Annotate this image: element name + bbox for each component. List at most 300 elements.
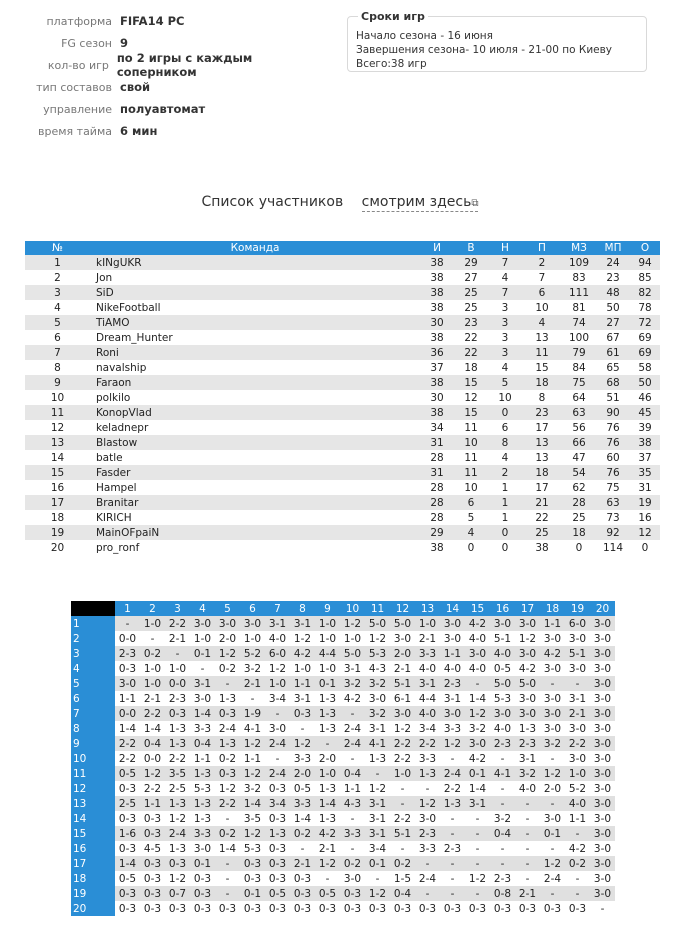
match-result-cell: - [450, 872, 455, 885]
match-result-cell: 1-1 [290, 676, 315, 691]
standings-body [25, 255, 660, 555]
info-value: FIFA14 PC [120, 14, 185, 28]
match-result-cell: 0-3 [268, 872, 287, 885]
cell-points: 46 [638, 391, 652, 404]
match-result-cell: 3-5 [243, 812, 262, 825]
match-result-cell: 4-0 [518, 782, 537, 795]
cell-rank: 7 [25, 345, 90, 360]
match-result-cell: 3-0 [465, 646, 490, 661]
match-result-cell: 0-0 [165, 676, 190, 691]
match-result-cell: 0-5 [115, 766, 140, 781]
cell-goals-against: 92 [596, 525, 630, 540]
match-result-cell: 0-2 [218, 662, 237, 675]
match-result-cell: 5-0 [365, 616, 390, 631]
match-result-cell: 1-3 [168, 722, 187, 735]
matrix-row-header: 12 [71, 781, 115, 796]
cell-played: 30 [430, 391, 444, 404]
match-result-cell: 3-0 [543, 692, 562, 705]
cell-rank: 19 [25, 525, 90, 540]
match-result-cell: 0-3 [243, 902, 262, 915]
match-result-cell: - [300, 722, 305, 735]
table-row [25, 315, 660, 330]
cell-goals-for: 84 [572, 361, 586, 374]
cell-played: 30 [420, 315, 454, 330]
match-result-cell: 0-3 [140, 856, 165, 871]
match-result-cell: 2-2 [393, 752, 412, 765]
match-result-cell: 2-2 [215, 796, 240, 811]
match-result-cell: 6-0 [565, 616, 590, 631]
match-result-cell: 4-2 [518, 662, 537, 675]
match-result-cell: 3-4 [265, 796, 290, 811]
cell-team-name: Faraon [90, 375, 420, 390]
match-result-cell: 1-0 [140, 676, 165, 691]
matrix-row [71, 901, 615, 916]
match-result-cell: - [150, 632, 155, 645]
match-result-cell: - [500, 752, 505, 765]
info-label: кол-во игр [47, 58, 109, 72]
match-result-cell: 2-0 [318, 752, 337, 765]
info-label: время тайма [38, 124, 112, 138]
cell-played: 38 [430, 271, 444, 284]
cell-played: 38 [420, 375, 454, 390]
match-result-cell: 1-2 [540, 856, 565, 871]
cell-team-name: Blastow [90, 435, 420, 450]
match-result-cell: - [525, 812, 530, 825]
match-result-cell: 3-1 [290, 616, 315, 631]
match-result-cell: 0-3 [393, 902, 412, 915]
match-result-cell: 3-0 [490, 616, 515, 631]
match-result-cell: 0-2 [218, 752, 237, 765]
matrix-row [71, 811, 615, 826]
match-result-cell: 3-2 [365, 706, 390, 721]
cell-drawn: 3 [488, 315, 522, 330]
cell-points: 39 [638, 421, 652, 434]
match-result-cell: 3-0 [593, 692, 612, 705]
match-result-cell: 3-4 [268, 692, 287, 705]
match-result-cell: 0-3 [293, 902, 312, 915]
match-result-cell: 4-0 [268, 632, 287, 645]
match-result-cell: 3-0 [193, 842, 212, 855]
match-result-cell: 1-1 [540, 616, 565, 631]
match-result-cell: 0-3 [493, 902, 512, 915]
match-result-cell: 3-0 [590, 736, 615, 751]
match-result-cell: 1-3 [168, 842, 187, 855]
match-result-cell: 1-2 [415, 796, 440, 811]
cell-drawn: 4 [501, 271, 509, 284]
match-result-cell: 2-4 [343, 722, 362, 735]
match-result-cell: 2-2 [168, 752, 187, 765]
match-result-cell: 1-0 [143, 662, 162, 675]
match-result-cell: 1-2 [268, 662, 287, 675]
match-result-cell: 1-4 [218, 842, 237, 855]
match-result-cell: 3-2 [340, 676, 365, 691]
match-result-cell: 0-3 [215, 766, 240, 781]
match-result-cell: 4-5 [143, 842, 162, 855]
match-result-cell: - [440, 886, 465, 901]
cell-lost: 8 [538, 391, 546, 404]
match-result-cell: 4-3 [340, 796, 365, 811]
cell-drawn: 0 [501, 541, 509, 554]
cell-drawn: 3 [488, 345, 522, 360]
cell-rank: 8 [54, 361, 61, 374]
match-result-cell: 3-0 [543, 812, 562, 825]
cell-goals-against: 50 [606, 301, 620, 314]
cell-drawn: 7 [488, 255, 522, 270]
match-result-cell: 1-2 [368, 782, 387, 795]
season-info [0, 10, 330, 142]
match-result-cell: 3-1 [368, 812, 387, 825]
cell-lost: 7 [538, 271, 546, 284]
match-result-cell: - [440, 826, 465, 841]
match-result-cell: 1-2 [315, 856, 340, 871]
match-result-cell: 3-0 [515, 616, 540, 631]
cell-rank: 6 [54, 331, 61, 344]
match-result-cell: 3-0 [268, 722, 287, 735]
cell-goals-against: 76 [606, 421, 620, 434]
matrix-corner [71, 601, 115, 616]
cell-played: 38 [420, 255, 454, 270]
matrix-header-row [71, 601, 615, 616]
match-result-cell: 3-1 [465, 796, 490, 811]
cell-goals-for: 0 [575, 541, 583, 554]
cell-lost: 13 [535, 451, 549, 464]
match-result-cell: 1-1 [568, 812, 587, 825]
match-result-cell: 2-1 [565, 706, 590, 721]
cell-played: 28 [420, 495, 454, 510]
match-result-cell: 1-3 [165, 796, 190, 811]
cell-team-name: MainOFpaiN [90, 525, 420, 540]
cell-goals-for: 83 [572, 271, 586, 284]
matrix-row [71, 826, 615, 841]
matrix-col-header: 4 [190, 601, 215, 616]
match-result-cell: 5-1 [565, 646, 590, 661]
table-row [25, 285, 660, 300]
cell-played: 38 [420, 405, 454, 420]
cell-drawn: 2 [488, 465, 522, 480]
cell-drawn: 3 [501, 331, 509, 344]
match-result-cell: 3-1 [265, 616, 290, 631]
match-result-cell: 3-0 [465, 736, 490, 751]
match-result-cell: 4-2 [568, 842, 587, 855]
matrix-row-header: 3 [71, 646, 115, 661]
match-result-cell: - [540, 796, 565, 811]
matrix-col-header: 8 [290, 601, 315, 616]
cell-drawn: 4 [501, 361, 509, 374]
match-result-cell: - [525, 872, 530, 885]
cell-won: 12 [464, 391, 478, 404]
match-result-cell: 1-1 [118, 692, 137, 705]
cell-points: 69 [630, 345, 660, 360]
match-result-cell: 5-3 [493, 692, 512, 705]
match-result-cell: 3-0 [115, 676, 140, 691]
match-result-cell: - [265, 706, 290, 721]
match-result-cell: - [490, 796, 515, 811]
matrix-row [71, 616, 615, 631]
cell-rank: 12 [50, 421, 65, 434]
match-result-cell: 4-1 [490, 766, 515, 781]
match-result-cell: 5-3 [365, 646, 390, 661]
match-result-cell: 0-1 [240, 886, 265, 901]
cell-team-name: NikeFootball [96, 301, 161, 314]
match-result-cell: 4-4 [418, 692, 437, 705]
matrix-col-header: 15 [465, 601, 490, 616]
cell-played: 29 [420, 525, 454, 540]
cell-rank: 13 [25, 435, 90, 450]
match-result-cell: 1-2 [518, 632, 537, 645]
match-result-cell: - [340, 706, 365, 721]
match-result-cell: 3-0 [490, 706, 515, 721]
match-result-cell: 0-3 [568, 902, 587, 915]
match-result-cell: 2-2 [165, 616, 190, 631]
cell-goals-against: 24 [596, 255, 630, 270]
cell-drawn: 3 [501, 301, 509, 314]
table-row [25, 465, 660, 480]
match-result-cell: 0-3 [143, 812, 162, 825]
match-result-cell: 1-1 [193, 752, 212, 765]
cell-won: 10 [464, 481, 478, 494]
match-result-cell: 3-0 [440, 706, 465, 721]
match-result-cell: - [465, 886, 490, 901]
match-result-cell: 1-2 [168, 812, 187, 825]
info-value: полуавтомат [120, 102, 206, 116]
cell-team-name: KonopVlad [90, 405, 420, 420]
match-result-cell: 0-3 [140, 886, 165, 901]
matrix-row [71, 766, 615, 781]
matrix-row-header: 16 [71, 841, 115, 856]
match-result-cell: 2-3 [493, 872, 512, 885]
match-result-cell: 0-3 [265, 856, 290, 871]
cell-drawn: 1 [501, 511, 509, 524]
match-result-cell: - [390, 796, 415, 811]
cell-team-name: keladnepr [96, 421, 149, 434]
cell-played: 31 [420, 465, 454, 480]
match-result-cell: 3-0 [390, 706, 415, 721]
cell-drawn: 8 [488, 435, 522, 450]
cell-lost: 18 [522, 375, 562, 390]
match-result-cell: - [350, 752, 355, 765]
cell-goals-for: 109 [562, 255, 596, 270]
matrix-col-header: 9 [315, 601, 340, 616]
cell-played: 38 [430, 301, 444, 314]
matrix-row-header: 9 [71, 736, 115, 751]
match-result-cell: 2-2 [140, 706, 165, 721]
match-result-cell: 3-1 [365, 826, 390, 841]
match-result-cell: - [400, 782, 405, 795]
cell-drawn: 7 [488, 285, 522, 300]
match-result-cell: 2-1 [515, 886, 540, 901]
match-result-cell: - [490, 856, 515, 871]
match-result-cell: 0-3 [290, 886, 315, 901]
match-result-cell: 2-0 [290, 766, 315, 781]
match-result-cell: 1-3 [318, 782, 337, 795]
cell-rank: 4 [54, 301, 61, 314]
match-result-cell: 2-5 [168, 782, 187, 795]
match-result-cell: 2-3 [168, 692, 187, 705]
match-result-cell: 2-3 [415, 826, 440, 841]
cell-goals-for: 111 [562, 285, 596, 300]
cell-won: 5 [467, 511, 475, 524]
match-result-cell: 0-3 [293, 872, 312, 885]
match-result-cell: 0-2 [390, 856, 415, 871]
match-result-cell: - [415, 886, 440, 901]
cell-goals-against: 73 [606, 511, 620, 524]
match-result-cell: 6-0 [265, 646, 290, 661]
matrix-row [71, 886, 615, 901]
col-header-drawn: Н [488, 241, 522, 255]
matrix-row-header: 13 [71, 796, 115, 811]
match-result-cell: 0-4 [490, 826, 515, 841]
match-result-cell: - [115, 616, 140, 631]
match-result-cell: 4-0 [415, 706, 440, 721]
info-value: 9 [120, 36, 129, 50]
matrix-col-header: 6 [240, 601, 265, 616]
match-result-cell: 1-0 [193, 632, 212, 645]
cell-played: 28 [430, 451, 444, 464]
cell-goals-against: 114 [602, 541, 624, 554]
match-result-cell: 4-2 [343, 692, 362, 705]
table-row [25, 330, 660, 345]
matrix-col-header: 17 [515, 601, 540, 616]
match-result-cell: 1-5 [393, 872, 412, 885]
match-result-cell: 1-3 [318, 692, 337, 705]
match-result-cell: 1-3 [265, 826, 290, 841]
cell-points: 72 [630, 315, 660, 330]
match-result-cell: - [165, 646, 190, 661]
cell-drawn: 6 [501, 421, 509, 434]
cell-team-name: KIRICH [96, 511, 132, 524]
match-result-cell: - [550, 752, 555, 765]
match-result-cell: 0-3 [443, 902, 462, 915]
match-result-cell: 3-0 [568, 752, 587, 765]
cell-goals-for: 25 [572, 511, 586, 524]
match-result-cell: - [500, 782, 505, 795]
cell-won: 4 [454, 525, 488, 540]
match-result-cell: 1-0 [318, 632, 337, 645]
match-result-cell: 3-0 [543, 632, 562, 645]
match-result-cell: 3-1 [518, 752, 537, 765]
match-result-cell: 5-2 [568, 782, 587, 795]
match-result-cell: 3-0 [568, 632, 587, 645]
season-start-text: Начало сезона - 16 июня [356, 30, 493, 42]
cell-goals-for: 100 [568, 331, 590, 344]
match-result-cell: 1-0 [343, 632, 362, 645]
match-result-cell: 0-3 [193, 902, 212, 915]
match-result-cell: - [450, 752, 455, 765]
matrix-row [71, 706, 615, 721]
match-result-cell: 4-0 [490, 646, 515, 661]
participants-heading [0, 194, 680, 210]
col-header-won: В [454, 241, 488, 255]
matrix-col-header: 14 [440, 601, 465, 616]
match-result-cell: 1-0 [243, 632, 262, 645]
match-result-cell: 3-2 [243, 782, 262, 795]
match-result-cell: 0-1 [315, 676, 340, 691]
table-row [25, 495, 660, 510]
match-result-cell: 1-3 [190, 796, 215, 811]
table-row [25, 345, 660, 360]
match-result-cell: 4-1 [243, 722, 262, 735]
match-result-cell: 1-4 [190, 706, 215, 721]
match-result-cell: 3-1 [568, 692, 587, 705]
table-row [25, 420, 660, 435]
match-result-cell: 4-3 [368, 662, 387, 675]
match-result-cell: 5-3 [243, 842, 262, 855]
cell-goals-against: 75 [606, 481, 620, 494]
match-result-cell: 0-3 [268, 812, 287, 825]
match-result-cell: 3-3 [443, 722, 462, 735]
col-header-team: Команда [90, 241, 420, 255]
match-result-cell: - [575, 872, 580, 885]
match-result-cell: 0-4 [140, 736, 165, 751]
match-result-cell: 5-2 [240, 646, 265, 661]
info-row-platform [0, 10, 330, 32]
match-result-cell: 2-4 [440, 766, 465, 781]
results-matrix [71, 601, 615, 916]
match-result-cell: - [515, 796, 540, 811]
table-row [25, 360, 660, 375]
match-result-cell: 1-4 [118, 722, 137, 735]
match-result-cell: 2-1 [418, 632, 437, 645]
match-result-cell: 1-0 [565, 766, 590, 781]
matrix-row-header: 19 [71, 886, 115, 901]
cell-lost: 38 [535, 541, 549, 554]
cell-goals-for: 56 [572, 421, 586, 434]
match-result-cell: 1-0 [390, 766, 415, 781]
match-result-cell: 0-5 [118, 872, 137, 885]
cell-played: 28 [430, 511, 444, 524]
match-result-cell: 1-2 [215, 646, 240, 661]
match-result-cell: 0-3 [268, 902, 287, 915]
match-result-cell: 5-0 [490, 676, 515, 691]
cell-points: 69 [638, 331, 652, 344]
cell-points: 85 [638, 271, 652, 284]
matrix-row-header: 14 [71, 811, 115, 826]
match-result-cell: - [215, 856, 240, 871]
cell-goals-against: 76 [596, 465, 630, 480]
match-result-cell: 1-0 [140, 616, 165, 631]
standings-header-row [25, 241, 660, 255]
cell-won: 15 [454, 405, 488, 420]
matrix-col-header: 10 [340, 601, 365, 616]
match-result-cell: - [400, 842, 405, 855]
cell-won: 11 [464, 421, 478, 434]
matrix-col-header: 2 [140, 601, 165, 616]
match-result-cell: 4-2 [315, 826, 340, 841]
match-result-cell: 6-1 [393, 692, 412, 705]
cell-lost: 25 [522, 525, 562, 540]
cell-team-name: kINgUKR [90, 255, 420, 270]
match-result-cell: 3-0 [593, 872, 612, 885]
match-result-cell: 1-0 [168, 662, 187, 675]
cell-won: 18 [464, 361, 478, 374]
match-result-cell: - [550, 842, 555, 855]
match-result-cell: 4-2 [540, 646, 565, 661]
cell-lost: 4 [522, 315, 562, 330]
match-result-cell: 2-4 [418, 872, 437, 885]
cell-rank: 17 [25, 495, 90, 510]
match-result-cell: 3-0 [593, 842, 612, 855]
matrix-row [71, 781, 615, 796]
cell-team-name: Hampel [96, 481, 137, 494]
cell-won: 22 [464, 331, 478, 344]
info-label: управление [43, 102, 112, 116]
cell-played: 38 [430, 541, 444, 554]
match-result-cell: 1-4 [293, 812, 312, 825]
table-row [25, 405, 660, 420]
match-result-cell: 1-2 [365, 886, 390, 901]
participants-link[interactable] [362, 194, 479, 212]
match-result-cell: - [225, 872, 230, 885]
